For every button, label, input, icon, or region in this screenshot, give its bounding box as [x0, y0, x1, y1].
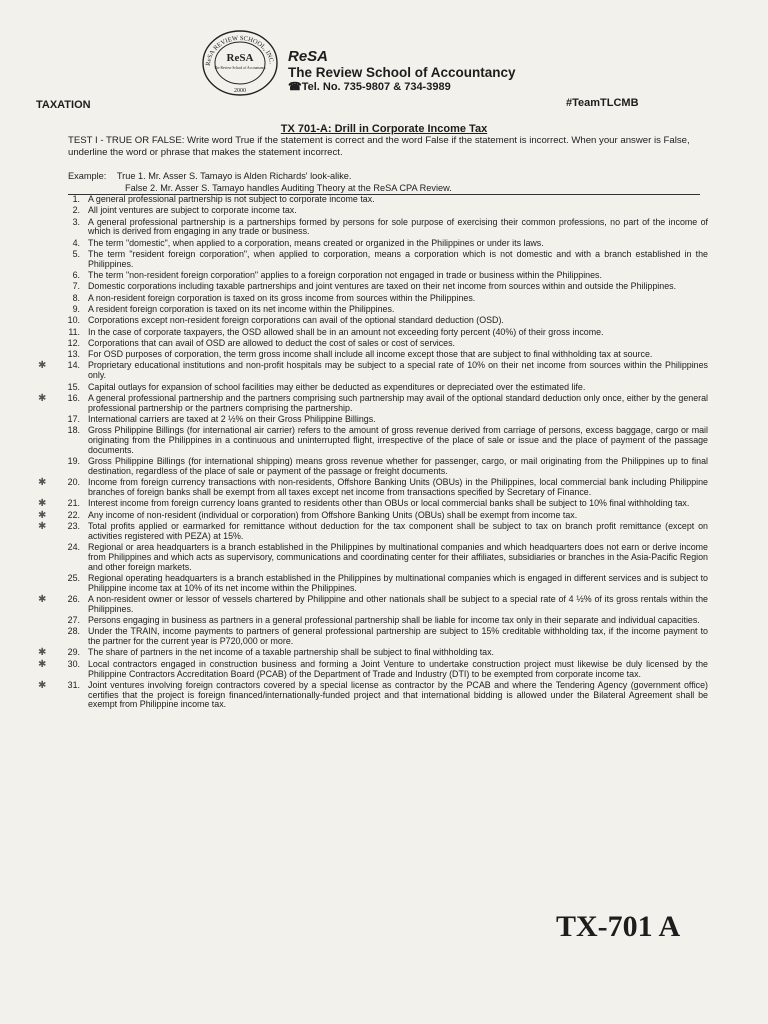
brand-name: ReSA: [288, 48, 329, 65]
item-text: For OSD purposes of corporation, the term gross income shall include all income except those that are subject to final withholding tax at source.: [88, 349, 653, 360]
statement-item: [60, 316, 708, 326]
statement-item: [38, 360, 708, 381]
statement-item: [60, 195, 708, 205]
item-text: Regional operating headquarters is a branch established in the Philippines by multinational companies which is engaged in different services and is subject to Philippine income tax at 10% of its net income within the Philippines.: [88, 572, 708, 593]
statement-item: [60, 426, 708, 455]
item-text: The share of partners in the net income of a taxable partnership shall be subject to final withholding tax.: [88, 647, 495, 658]
item-number: 27.: [67, 615, 80, 626]
example-label: Example:: [68, 171, 107, 181]
team-tag: #TeamTLCMB: [566, 97, 639, 109]
item-text: Proprietary educational institutions and non-profit hospitals may be subject to a special rate of 10% on their net income from sources within the Philippines only.: [88, 360, 708, 381]
statement-item: [60, 616, 708, 626]
statement-item: [60, 350, 708, 360]
statement-item: [38, 679, 708, 710]
item-number: 16.: [67, 392, 80, 403]
pen-mark-icon: ✱: [38, 647, 47, 659]
statement-item: [38, 509, 708, 521]
statement-item: [60, 250, 708, 270]
statement-item: [38, 498, 708, 510]
item-number: 13.: [67, 349, 80, 360]
item-text: A non-resident owner or lessor of vessels chartered by Philippine and other nationals shall be subject to a special rate of 4 ½% of its gross rentals within the Philippines.: [88, 593, 708, 614]
item-text: International carriers are taxed at 2 ½% on their Gross Philippine Billings.: [88, 413, 376, 424]
item-text: All joint ventures are subject to corporate income tax.: [88, 205, 297, 216]
statement-item: [60, 457, 708, 477]
item-number: 8.: [72, 292, 80, 303]
item-text: Joint ventures involving foreign contractors covered by a special license as contractor by the PCAB and where the Tendering Agency (government office) certifies that the project is foreign financed/internationally-funded project and that international bidding is allowed under the Bilateral Agreement shall be exempt from Philippine income tax.: [88, 679, 708, 710]
item-text: Income from foreign currency transactions with non-residents, Offshore Banking Units (OBUs) in the Philippines, local commercial bank including Philippine branches of foreign banks shall be exempt from all taxes except net income from transactions specified by Secretary of Finance.: [88, 477, 708, 498]
item-number: 12.: [67, 337, 80, 348]
item-number: 7.: [72, 281, 80, 292]
pen-mark-icon: ✱: [38, 477, 47, 489]
item-number: 19.: [67, 456, 80, 467]
item-number: 20.: [67, 477, 80, 488]
pen-mark-icon: ✱: [38, 498, 47, 510]
statement-item: [60, 305, 708, 315]
item-number: 30.: [67, 658, 80, 669]
item-number: 28.: [67, 626, 80, 637]
statement-item: [60, 218, 708, 238]
statement-item: [38, 477, 708, 498]
test-instructions: TEST I - TRUE OR FALSE: Write word True if the statement is correct and the word False if the statement is incorrect. When your answer is False, underline the word or phrase that makes the statement incorrect.: [68, 135, 690, 158]
statement-item: [60, 415, 708, 425]
seal-year: 2000: [234, 88, 246, 94]
item-text: The term "non-resident foreign corporation" applies to a foreign corporation not engaged in trade or business within the Philippines.: [88, 270, 602, 281]
item-number: 4.: [72, 237, 80, 248]
statement-item: [38, 647, 708, 659]
seal-name: ReSA: [226, 52, 254, 64]
subject-label: TAXATION: [36, 99, 91, 111]
document-title: TX 701-A: Drill in Corporate Income Tax: [280, 123, 488, 135]
item-number: 11.: [68, 326, 80, 337]
statement-item: [60, 328, 708, 338]
item-text: Local contractors engaged in construction business and forming a Joint Venture to undertake construction project must likewise be duly licensed by the Philippine Contractors Accreditation Board (PCAB) of the Department of Trade and Industry (DTI) to be exempted from corporate income tax.: [88, 658, 708, 679]
item-text: Total profits applied or earmarked for remittance without deduction for the tax component shall be subject to tax on branch profit remittance (except on activities registered with PEZA) at 15%.: [88, 520, 708, 541]
school-name: The Review School of Accountancy: [288, 65, 516, 80]
item-text: A non-resident foreign corporation is taxed on its gross income from sources within the Philippines.: [88, 292, 476, 303]
item-text: Capital outlays for expansion of school facilities may either be deducted as expenditures or depreciated over the estimated life.: [88, 381, 586, 392]
statement-list: [38, 194, 708, 712]
item-text: The term "resident foreign corporation", when applied to corporation, means a corporation which is not domestic and with a branch established in the Philippines.: [88, 248, 708, 269]
statement-item: [60, 239, 708, 249]
statement-item: [60, 206, 708, 216]
item-text: Corporations except non-resident foreign corporations can avail of the optional standard deduction (OSD).: [88, 315, 504, 326]
school-seal-logo: [200, 28, 280, 98]
example-2: False 2. Mr. Asser S. Tamayo handles Auditing Theory at the ReSA CPA Review.: [125, 182, 452, 193]
pen-mark-icon: ✱: [38, 392, 47, 404]
item-text: A general professional partnership is not subject to corporate income tax.: [88, 194, 375, 204]
item-text: Gross Philippine Billings (for international shipping) means gross revenue whether for passenger, cargo, or mail originating from the Philippines up to final destination, regardless of the place of sale or payment of the passage or freight documents.: [88, 456, 708, 476]
statement-item: [60, 282, 708, 292]
item-number: 25.: [67, 572, 80, 583]
item-number: 1.: [72, 194, 80, 204]
item-text: In the case of corporate taxpayers, the OSD allowed shall be in an amount not exceeding forty percent (40%) of their gross income.: [88, 326, 604, 337]
pen-mark-icon: ✱: [38, 360, 47, 372]
item-text: Any income of non-resident (individual or corporation) from Offshore Banking Units (OBUs) shall be exempt from income tax.: [88, 509, 578, 520]
item-number: 14.: [67, 360, 80, 371]
statement-item: [60, 339, 708, 349]
item-number: 5.: [72, 248, 80, 259]
item-text: Under the TRAIN, income payments to partners of general professional partnership are subject to 15% creditable withholding tax, if the income payment to the partner for the current year is P720,000 or more.: [88, 626, 708, 647]
item-number: 6.: [72, 270, 80, 281]
statement-item: [38, 593, 708, 615]
statement-item: [38, 520, 708, 542]
item-text: Persons engaging in business as partners in a general professional partnership shall be liable for income tax only in their separate and individual capacities.: [88, 615, 700, 626]
item-number: 21.: [67, 498, 80, 509]
statement-item: [60, 271, 708, 281]
seal-tagline: The Review School of Accountancy: [214, 66, 266, 70]
item-text: A general professional partnership is a partnerships formed by persons for sole purpose of exercising their common professions, no part of the income of which is derived from engaging in any trade or business.: [88, 216, 708, 237]
pen-mark-icon: ✱: [38, 520, 47, 532]
statement-item: [38, 392, 708, 414]
item-text: Corporations that can avail of OSD are allowed to deduct the cost of sales or cost of services.: [88, 337, 456, 348]
item-number: 17.: [67, 413, 80, 424]
statement-item: [60, 543, 708, 572]
item-number: 9.: [72, 303, 80, 314]
pen-mark-icon: ✱: [38, 593, 47, 605]
statement-item: [38, 658, 708, 680]
example-block: [68, 171, 452, 194]
item-number: 3.: [72, 216, 80, 227]
item-text: A general professional partnership and the partners comprising such partnership may avail of the optional standard deduction only once, either by the general professional partnership or the partners comprising the partnership.: [88, 392, 708, 413]
item-number: 31.: [67, 679, 80, 690]
item-number: 22.: [67, 509, 80, 520]
item-text: Regional or area headquarters is a branch established in the Philippines by multinational companies and which headquarters does not earn or derive income from Philippines and which acts as supervisory, communications and coordinating center for their affiliates, subsidiaries or branches in the Asia-Pacific Region and other foreign markets.: [88, 542, 708, 572]
item-number: 18.: [67, 425, 80, 436]
pen-mark-icon: ✱: [38, 679, 47, 691]
pen-mark-icon: ✱: [38, 509, 47, 521]
item-text: A resident foreign corporation is taxed on its net income within the Philippines.: [88, 303, 395, 314]
item-text: Domestic corporations including taxable partnerships and joint ventures are taxed on their net income from sources within and outside the Philippines.: [88, 281, 677, 292]
item-text: The term "domestic", when applied to a corporation, means created or organized in the Philippines or under its laws.: [88, 237, 544, 248]
statement-item: [60, 383, 708, 393]
brand-block: [288, 48, 516, 94]
statement-item: [60, 294, 708, 304]
item-number: 26.: [67, 593, 80, 604]
document-code: TX-701 A: [556, 910, 681, 943]
item-number: 24.: [67, 542, 80, 552]
item-text: Gross Philippine Billings (for international air carrier) refers to the amount of gross revenue derived from carriage of persons, excess baggage, cargo or mail originating from the Philippines in a continuous and uninterrupted flight, irrespective of the place of sale or issue and the place of payment of the passage documents.: [88, 425, 708, 455]
item-number: 2.: [72, 205, 80, 216]
pen-mark-icon: ✱: [38, 658, 47, 670]
seal-ring-text: ReSA REVIEW SCHOOL, INC.: [204, 34, 275, 67]
telephone-numbers: ☎Tel. No. 735-9807 & 734-3989: [288, 81, 451, 93]
item-number: 29.: [67, 647, 80, 658]
item-number: 23.: [67, 520, 80, 531]
statement-item: [60, 574, 708, 594]
item-number: 15.: [67, 381, 80, 392]
item-number: 10.: [67, 315, 80, 326]
statement-item: [60, 627, 708, 647]
example-1: True 1. Mr. Asser S. Tamayo is Alden Richards' look-alike.: [116, 171, 352, 181]
item-text: Interest income from foreign currency loans granted to residents other than OBUs or local commercial banks shall be subject to 10% final withholding tax.: [88, 498, 690, 509]
